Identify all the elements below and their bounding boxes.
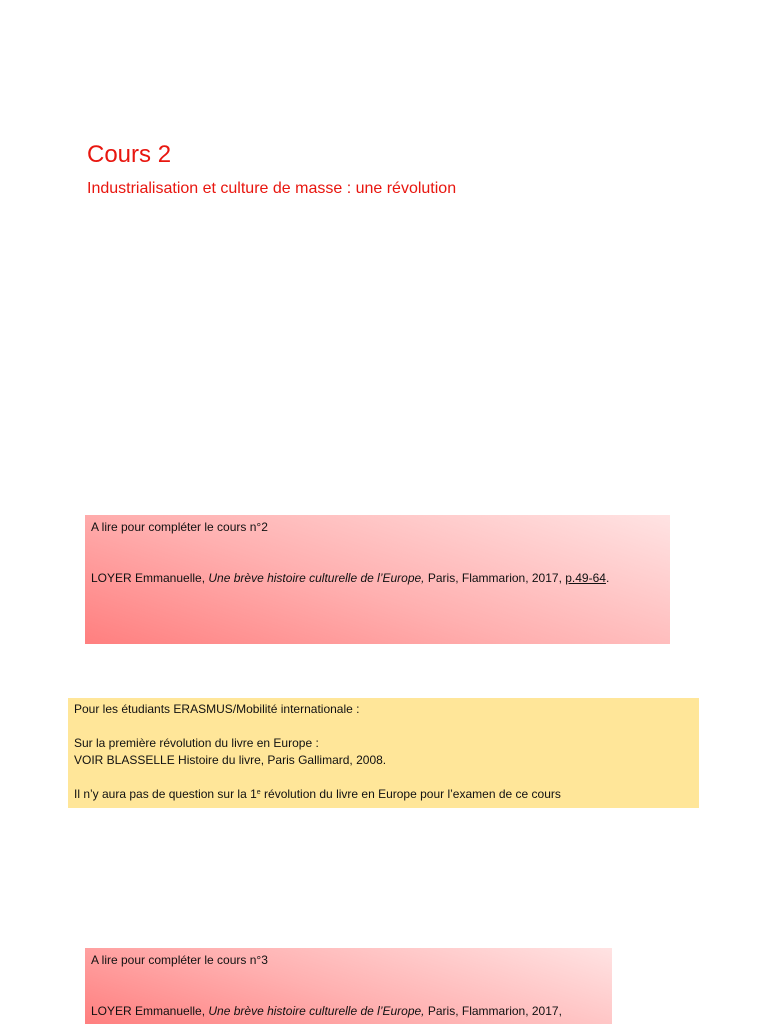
page-title: Cours 2 (87, 141, 172, 168)
pages-link[interactable]: p.49-64 (565, 571, 606, 585)
erasmus-heading: Pour les étudiants ERASMUS/Mobilité internationale : (74, 702, 360, 716)
reference-book-title: Une brève histoire culturelle de l’Europe, (208, 1004, 425, 1018)
note-superscript: e (256, 789, 261, 796)
reading-box-heading: A lire pour compléter le cours n°2 (91, 520, 268, 534)
reading-box-cours-2 (85, 515, 670, 644)
page-subtitle: Industrialisation et culture de masse : une révolution (87, 180, 457, 197)
erasmus-box (68, 698, 699, 808)
reading-reference (91, 1003, 604, 1020)
erasmus-topic: Sur la première révolution du livre en Europe : (74, 736, 319, 750)
reading-box-cours-3 (85, 948, 612, 1024)
reference-end: . (605, 571, 610, 585)
erasmus-reference: VOIR BLASSELLE Histoire du livre, Paris Gallimard, 2008. (74, 753, 387, 767)
note-text-end: révolution du livre en Europe pour l’examen de ce cours (260, 787, 561, 801)
reference-publisher: Paris, Flammarion, 2017, (424, 1004, 562, 1018)
reference-author: LOYER Emmanuelle, (91, 1004, 209, 1018)
reading-reference (91, 570, 662, 587)
reference-book-title: Une brève histoire culturelle de l’Europe, (208, 571, 425, 585)
reference-publisher: Paris, Flammarion, 2017, (424, 571, 566, 585)
erasmus-note (74, 786, 693, 803)
reading-box-heading: A lire pour compléter le cours n°3 (91, 953, 268, 967)
note-text-start: Il n’y aura pas de question sur la 1 (74, 787, 257, 801)
reference-author: LOYER Emmanuelle, (91, 571, 209, 585)
